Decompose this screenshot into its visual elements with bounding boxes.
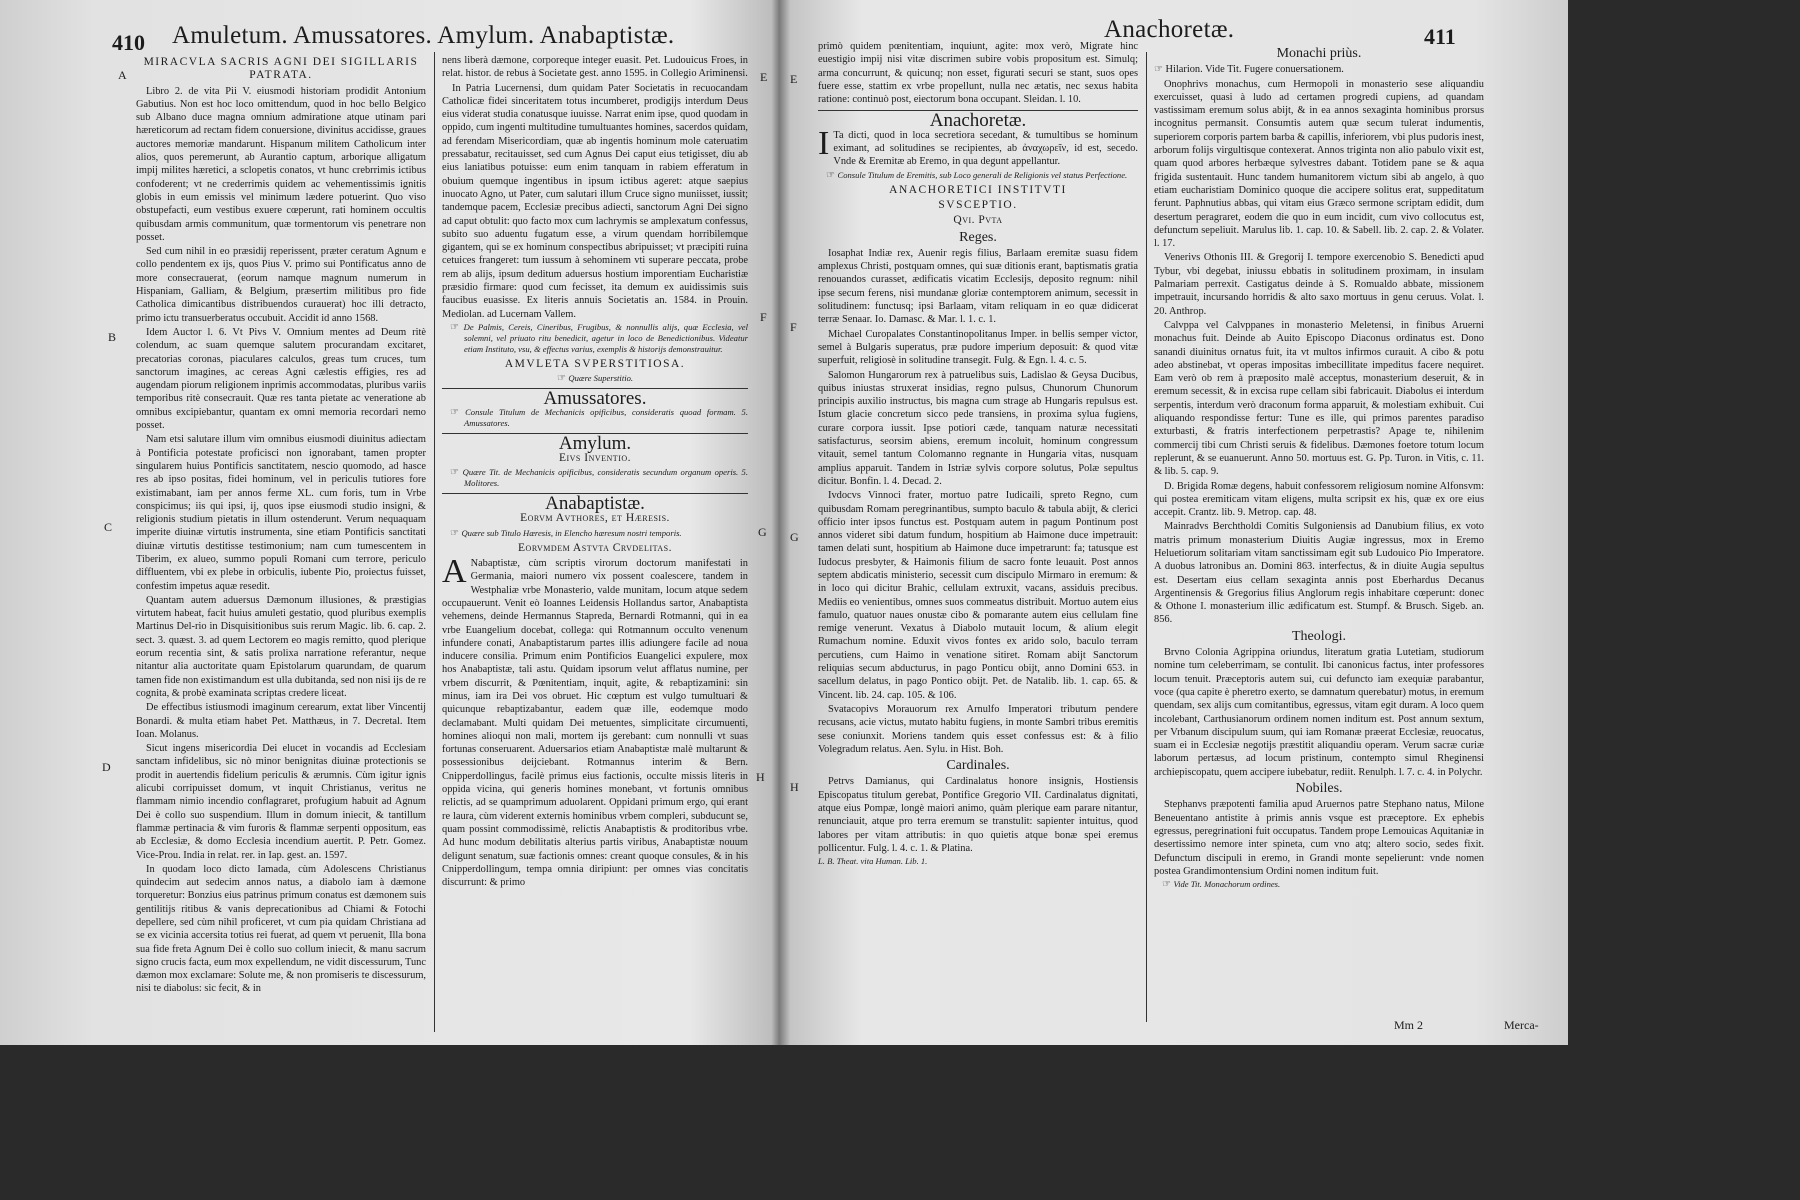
qui-puta-heading: Qvi. Pvta xyxy=(953,214,1003,227)
catchword: Merca- xyxy=(1504,1018,1539,1032)
margin-letter-a: A xyxy=(118,68,127,82)
amylum-heading: Amylum. xyxy=(558,432,632,454)
left-page-number: 410 xyxy=(112,30,145,55)
paragraph: In Patria Lucernensi, dum quidam Pater Societatis in recuocandam Catholicæ fidei sinceritatem totus incumberet, prodigijs interdum Deus eius viderat studia conatusque iuuisse. Narrat enim ipse, quod quodam in oppido, cum ingenti multitudine tumultuantes homines, sacerdos quidam, ad ferendam Misericordiam, quæ ab ingentis hominum mole cateruatim pressabatur, recitauisset, sed cum Agnus Dei caput eius tetigisset, diu ab eius laniatibus potuisse: eum enim tanquam in rabiem efferatum in obuium quemque ingentibus in ipsum ictibus ageret: atque saepius inuocato Agno, ut Pater, cum salutari illum Cruce signo muniisset, iussit; tandemque pacem, Ecclesiæ precibus adiecti, sanctorum Agni Dei signo ad caput obtulit: quo facto mox cum lachrymis se amplexatum confessus, subito suo aduentu fugatum esse, a virum quendam horribilemque gigantem, qui se ex hominum conspectibus abripuisset; vt præcipiti ruina cetuices frangeret: tum iussum à sehominem vti superare peccata, probe rem ab alijs, ipsum deditum aduersus hostium imporentiam Eucharistiæ præsidio firmare: quod cum fecisset, ita demum ex auidissimis suis faucibus euasisse. Ex literis annuis Societatis an. 1584. in Prouin. Mediolan. ad Lucernam Vallem. xyxy=(442,82,748,320)
margin-letter-g: G xyxy=(758,525,767,539)
amussatores-heading: Amussatores. xyxy=(543,388,647,410)
cardinales-heading: Cardinales. xyxy=(946,758,1010,774)
right-column-2 xyxy=(1154,44,1484,893)
margin-letter-f: F xyxy=(790,320,797,334)
pointing-hand-icon: ☞ xyxy=(1162,879,1174,891)
paragraph: Libro 2. de vita Pii V. eiusmodi historiam prodidit Antonium Gabutius. Non est hoc loco omittendum, quod in hoc bello Belgico sub Albano duce magna omnium admiratione atque utinam pari hæreticorum ad rectam fidem conuersione, divinitus accidisse, graues auctores memoriæ mandarunt. Hispanum militem Catholicum inter alios, quos peremerunt, ab Aurantio captum, arborique alligatum impij milites hæretici, a sclopetis conatos, vt hunc crebrrimis ictibus confoderent; vt ne crederrimis quidem ac vehementissimis ignitis globis in eum emissis vel minimum lædere potuerint. Quo viso obstupefacti, eum vestibus exuere cœperunt, rati hominem occultis quibusdam armis communitum, quæ tormentorum vis penetrare non posset. xyxy=(136,85,426,243)
drop-cap: I xyxy=(818,124,830,162)
cross-reference-note: ☞ Consule Titulum de Eremitis, sub Loco generali de Religionis vel status Perfectione. xyxy=(826,169,1128,181)
drop-cap: A xyxy=(442,553,467,591)
paragraph: Svatacopivs Morauorum rex Arnulfo Imperatori tributum pendere recusans, acie victus, mutato habitu fugiens, in monte Sambri tribus eremitis sese coniunxit. Moriens tandem quis esset confessus est: & à filio Volegradum relatus. Aen. Sylu. in Hist. Boh. xyxy=(818,703,1138,755)
paragraph: Mainradvs Berchtholdi Comitis Sulgoniensis ad Danubium filius, ex voto matris primum monasterium Diuitis Augiæ ingressus, mox in Eremo Heluetiorum solitariam vitam sanctissimam egit sub Ludouico Pio Imperatore. A duobus latronibus an. Domini 863. interfectus, & in diuite Augia sepultus est. Desertam eius cellam sexaginta annis post Eberhardus Decanus Argentinensis & Gregorius filius Anglorum regis inhabitare cœperunt: donec & Othone I. monasterium illic ædificatum est. Stumpf. & Brusch. Sigeb. an. 856. xyxy=(1154,521,1484,626)
paragraph: De effectibus istiusmodi imaginum cerearum, extat liber Vincentij Bonardi. & multa etiam habet Pet. Matthæus, in 7. Decretal. Item Ioan. Molanus. xyxy=(136,702,426,740)
left-page xyxy=(0,0,780,1045)
anabaptistae-subheading-2: Eorvmdem Astvta Crvdelitas. xyxy=(518,541,672,554)
cross-reference-note: ☞ Consule Titulum de Mechanicis opificibus, consideratis quoad formam. 5. Amussatores. xyxy=(450,406,748,428)
column-rule xyxy=(434,52,435,1032)
paragraph: Quantam autem aduersus Dæmonum illusiones, & præstigias virtutem habeat, facit huius amuleti gestatio, quod pluribus exemplis Martinus Del-rio in Disquisitionibus suis rerum Magic. lib. 6. cap. 2. sect. 3. quæst. 3. ad quem Lectorem eo magis remitto, quod plerique eorum recentia sint, & satis prolixa narratione referantur, neque nitantur alia auctoritate quam Epistolarum quarundam, de quarum tamen fide non existimandum est ulla dubitanda, sed non nisi ijs de re cognita, & probè examinata scriptas credere liceat. xyxy=(136,594,427,699)
pointing-hand-icon: ☞ xyxy=(450,467,463,479)
cross-reference-note: ☞ De Palmis, Cereis, Cineribus, Frugibus, & nonnullis alijs, quæ Ecclesia, vel solemni, vel priuato ritu benedicit, agetur in loco de Benedictionibus. Videatur etiam Instituto, vsu, & effectus varius, exemplis & historijs demonstrauitur. xyxy=(450,321,749,354)
paragraph: Sed cum nihil in eo præsidij reperissent, præter ceratum Agnum e collo pendentem ex ijs, quos Pius V. primo sui Pontificatus anno de more consecrauerat, (eorum namque magnum numerum in Hispaniam, Galliam, & Belgium, præsertim militibus pro fide Catholica dimicantibus distribuendos curauerat) hoc illi detracto, primo ictu transuerberatus occubuit. Accidit id anno 1568. xyxy=(136,246,426,324)
margin-letter-e: E xyxy=(760,70,768,84)
miracula-heading: MIRACVLA SACRIS AGNI DEI SIGILLARIS PATRATA. xyxy=(143,56,419,82)
paragraph: Sicut ingens misericordia Dei elucet in vocandis ad Ecclesiam sanctam infidelibus, sic nò minor benignitas diuinæ protectionis se prodit in auertendis fidelium periculis & ærumnis. Cùm igitur ignis alicubi corripuisset domum, vt inquit Christianus, veritus ne flammam nimio incendio conflagraret, profugium habuit ad Agnum Dei è collo suo suspendium. Illum in domum iniecit, & tantillum flammæ pertinacia & vim furoris & flammæ serpenti oppositum, eas ab Ecclesiæ, & domo Ecclesia incendium auertit. P. Petr. Gomez. Vice-Prou. India in relat. rer. in Iap. gest. an. 1597. xyxy=(136,743,426,861)
paragraph: D. Brigida Romæ degens, habuit confessorem religiosum nomine Alfonsvm: qui postea eremiticam vitam eligens, multa scripsit ex his, quæ ex ore eius accepit. Crantz. lib. 9. Metrop. cap. 48. xyxy=(1154,480,1484,519)
margin-letter-h: H xyxy=(790,780,799,794)
margin-letter-f: F xyxy=(760,310,767,324)
paragraph: nens liberà dæmone, corporeque integer euasit. Pet. Ludouicus Froes, in relat. histor. de rebus à Societate gest. anno 1595. in Collegio Ariminensi. xyxy=(442,55,748,80)
paragraph: In quodam loco dicto Iamada, cùm Adolescens Christianus quindecim aut sedecim annos natus, a diabolo iam à dæmone torqueretur: Bonzius eius patrinus primum conatus est dæmonem suis gentilitijs ritibus & vanis deprecationibus ad Chiami & Fotochi depellere, sed cùm nihil proficeret, vt cum pia quidam Christiana ad se ex vicinia accersita totius rei fuerat, ad quem vt peruenit, Illa bona sua fide freta Agnum Dei è collo suo collum iniecit, & manu sacrum signo crucis facta, eum mox expellendum, ne vidit discessurum, Tunc dæmon mox exclamare: Solute me, & non promiseris te discessurum, nisi te diabolus: sic fecit, & in xyxy=(136,863,426,995)
paragraph: Michael Curopalates Constantinopolitanus Imper. in bellis semper victor, semel à Bulgaris superatus, præ pudore imperium deposuit: & quod vitæ superfuit, religiosè in solitudine transegit. Fulg. & Egn. l. 4. c. 5. xyxy=(818,328,1138,367)
paragraph: primò quidem pœnitentiam, inquiunt, agite: mox verò, Migrate hinc euestigio impij nisi vitæ discrimen subire vobis propositum est. Simulq; arma concurrunt, & quicunq; non esset, figurati securi se stant, suos opes fuere esse, stattim ex vrbe propellunt, nulla nec ætatis, nec sexus habita ratione: continuò post, eiectorum bona occupant. Sleidan. l. 10. xyxy=(818,41,1138,106)
left-column-1 xyxy=(136,54,426,997)
right-column-1 xyxy=(818,40,1138,870)
paragraph: Idem Auctor l. 6. Vt Pivs V. Omnium mentes ad Deum ritè colendum, ac suam quemque salutem procurandam excitaret, precatorias coronas, piaculares calculos, greas tum cruces, tum sanctorum imagines, ac cereas Agni cælestis effigies, res ad augendam piorum religionem inprimis accommodatas, pluribus variis temporibus ritè consecrauit. Quæ res tanta pietate ac veneratione ab omnibus excipiebantur, quantam ex omni memoria recordari nemo posset. xyxy=(136,326,426,432)
footnote: L. B. Theat. vita Human. Lib. 1. xyxy=(818,856,928,867)
anachoretae-heading: Anachoretæ. xyxy=(929,110,1027,132)
left-running-head: Amuletum. Amussatores. Amylum. Anabaptistæ. xyxy=(172,22,675,49)
column-rule xyxy=(1146,52,1147,1022)
paragraph: ☞ Hilarion. Vide Tit. Fugere conuersationem. xyxy=(1154,64,1344,76)
paragraph: Ivdocvs Vinnoci frater, mortuo patre Iudicaili, spreto Regno, cum quibusdam Romam peregrinantibus, sumpto baculo & tabula abijt, & clerici officio inter ipsos functus est. Postquam autem in pagum Pontinum post annos videret sibi datum fundum, hospitium ab Haimone duce impetrauit: tamen delati sunt, hospitium ab Haimone duce impetrarunt: fa; tatusque est Iudocus presbyter, & Haimonis filium de sacro fonte leuauit. Post annos septem abdicatis ministerio, secessit cum discipulo Mirmaro in eremum: & in loco qui dicitur Brahic, cellulam extruxit, vacans, assiduis precibus. Mediis eo venientibus, omnes suos commeatus distribuit. Mortuo autem eius famulo, quatuor naues onustæ cibo & pomarante autem eius cellulam fine remige venerunt. Vexatus à Diabolo mutauit locum, & alium elegit Rumachum nomine. Eduxit vivos fontes ex arido solo, baculo terram percutiens, cum Haimo in venatione sitiret. Romam abijt Sanctorum reliquias secum abducturus, in pago Ponticu obijt, anno Domini 653. in sacellum delatus, in pago Pontico obijt. Pet. de Natalib. lib. 1. cap. 65. & Vincent. lib. 24. cap. 105. & 106. xyxy=(818,490,1138,701)
instituti-heading: ANACHORETICI INSTITVTI xyxy=(889,183,1067,196)
pointing-hand-icon: ☞ xyxy=(556,373,569,385)
paragraph: Venerivs Othonis III. & Gregorij I. tempore exercenobio S. Benedicti apud Tybur, vbi degebat, iniussu ebbatis in solitudinem proximam, in insulam Palmariam perrexit. Castigatus deinde à S. Romualdo abbate, missionem impetrauit, incursando horridis & alto saxo mortuus in genu ceruus. Volat. l. 20. Anthrop. xyxy=(1154,252,1484,317)
reges-heading: Reges. xyxy=(959,229,997,245)
margin-letter-h: H xyxy=(756,770,765,784)
pointing-hand-icon: ☞ xyxy=(450,527,462,539)
cross-reference-note: ☞ Vide Tit. Monachorum ordines. xyxy=(1162,879,1281,891)
anabaptistae-heading: Anabaptistæ. xyxy=(545,493,645,515)
margin-letter-d: D xyxy=(102,760,111,774)
monachi-heading: Monachi priùs. xyxy=(1276,46,1362,61)
nobiles-heading: Nobiles. xyxy=(1295,781,1343,797)
paragraph: A Nabaptistæ, cùm scriptis virorum doctorum manifestati in Germania, maiori numero vix possent coalescere, tandem in Westphaliæ vrbe Monasterio, valde munitam, locum atque sedem occupauerunt. Venit eò Ioannes Leidensis Hollandus sartor, Anabaptista vehemens, deinde Hermannus Stapreda, Bernardi Rotmanni, qui in ea vrbe Euangelium docebat, collega: qui Rotmannum occulto venenum infundere conati, Anabaptistarum partes illis adiungere facile ad noua inducere consilia. Primum enim Pontificios Euangelici expulere, mox hos Anabaptistæ, tali astu. Quidam ipsorum velut afflatus numine, per vrbem discurrit, & Pœnitentiam, inquit, agite, & rebaptizamini: sin minus, iam ira Dei vos obruet. Hic cœptum est vulgo tumultuari & quicunque rebaptizabantur, eadem quæ ille, eodemque modo declamabant. Multi quidam Dei metuentes, simplicitate circumuenti, homines alioqui non mali, mortem ijs gerebant: cum nonnulli vt suas fortunas conseruarent. Aduersarios etiam Anabaptistæ malè multarunt & possessionibus deijciebant. Rotmannus interim & Bern. Cnipperdollingus, facilè primus eius factionis, occulte missis literis in oppida vicina, qui generis homines monebant, vt fortunis omnibus relictis, ad se quamprimum aduolarent. Oppidani primum ergo, qui erant re laura, cùm viderent externis hominibus vrbem compleri, subducunt se, quam possint commodissimè, relictis Anabaptistis & proditoribus vrbe. Ad hunc modum debilitatis alterius partis viribus, Anabaptistæ nouum deligunt senatum, suæ factionis omnes: creant quoque consules, & in his Cnipperdollingum, tempa omnia diripiunt: per omnes vias concitatis discurrunt: & primo xyxy=(442,553,748,889)
margin-letter-c: C xyxy=(104,520,113,534)
susceptio-heading: SVSCEPTIO. xyxy=(938,198,1018,211)
cross-reference-note: ☞ Quære Tit. de Mechanicis opificibus, consideratis secundum organum operis. 5. Molitores. xyxy=(450,467,748,489)
margin-letter-g: G xyxy=(790,530,799,544)
cross-reference-note: ☞ Quære Superstitio. xyxy=(556,373,634,385)
paragraph: Salomon Hungarorum rex à patruelibus suis, Ladislao & Geysa Ducibus, quibus iniustas struxerat insidias, regno pulsus, Chunorum Chunorum principis auxilio instructus, bis magna cum strage ab Hungaris repulsus est. Istum glacie concretum sicco pede transiens, in proxima sylua fugiens, curare corpora iussit. Ipse potiori cæde, tanquam naturæ necessitati satisfacturus, seorsim abiens, eremum incoluit, hominum congressum vitauit, semel tantum Colomanno regnante in Hungaria vitas, nusquam amplius apparuit. Tandem in Istriæ sylvis corpore solutus, Polæ sepultus dicitur. Bonfin. l. 4. Decad. 2. xyxy=(818,369,1138,487)
paragraph: Nam etsi salutare illum vim omnibus eiusmodi diuinitus adiectam à Pontificia potestate proficisci non ignorabant, tamen propter singularem huius Pontificis sanctitatem, nescio quomodo, ad hasce res ab ipso positas, fidei hominum, vel in periculis tutiores fore existimabant, iam per annos ferme XL. cum foris, tum in Vrbe conspicimus; iis qui ipsi, ij, quos ipse eiusmodi studio insigni, & religionis studium pietatis in illum ostenderunt. Verum nequaquam imperite diuinæ virtutis instrumenta, sine etiam Pontificis sanctitati diuinæ virtutis destitisse testimonium; nam cum tumescentem in Tiberim, ex alueo, summo populi Romani cum terrore, periculo diffluentem, vbi ex plebe in orbiculis, iubente Pio, proiectus fuisset, confestim impetus aquæ resedit. xyxy=(136,434,426,592)
right-running-head: Anachoretæ. xyxy=(1104,16,1235,43)
anabaptistae-subheading: Eorvm Avthores, et Hæresis. xyxy=(520,512,670,525)
pointing-hand-icon: ☞ xyxy=(450,321,464,333)
theologi-heading: Theologi. xyxy=(1291,628,1347,644)
amuleta-heading: AMVLETA SVPERSTITIOSA. xyxy=(504,357,686,370)
right-page xyxy=(782,0,1568,1045)
pointing-hand-icon: ☞ xyxy=(450,406,466,418)
paragraph: I Ta dicti, quod in loca secretiora secedant, & tumultibus se hominum eximant, ad solitudines se recipientes, ab ἀναχωρεῖν, id est, secedo. Vnde & Eremitæ ab Eremo, in qua degunt appellantur. xyxy=(818,124,1138,168)
paragraph: Petrvs Damianus, qui Cardinalatus honore insignis, Hostiensis Episcopatus titulum gerebat, Pontifice Gregorio VII. Cardinalatus dignitati, atque eius Pompæ, longè maiori animo, quàm plerique eam parare nitantur, renunciauit, atque pro terra eremum se transtulit: sapienter intuitus, quod labores per vitam attributis: in quo quietis atque bonæ spei eremus pollicentur. Fulg. l. 4. c. 1. & Platina. xyxy=(818,776,1138,854)
paragraph: Iosaphat Indiæ rex, Auenir regis filius, Barlaam eremitæ suasu fidem amplexus Christi, postquam omnes, qui suæ ditionis erant, baptismatis gratia renouandos curasset, ædificatis vicatim Ecclesijs, deposito regnum: nihil ipse secum ferens, nisi mundanæ gloriæ contemptorem animum, secessit in solitudinem: functusq; ipsi Barlaam, vitam reliquam in eo quæ didicerat terræ Senaar. Io. Damasc. & Mar. l. 1. c. 1. xyxy=(818,247,1138,326)
paragraph: Brvno Colonia Agrippina oriundus, literatum gratia Lutetiam, studiorum nomine tum celeberrimam, se contulit. Ibi canonicus factus, inter professores locum tenuit. Præceptoris autem sui, cui defuncto iam exequiæ parabantur, voce (qua capite è pheretro exerto, se damnatum querebatur) motus, in eremum quendam, sex alijs cum comitantibus, egressus, vitam egit duram. A loco quem incolebant, Carthusianorum ordinem nomen inditum est. Post annum sextum, per Vrbanum discipulum suum, qui iam Romanæ præerat Ecclesiæ, reuocatus, suam ei in Ecclesiæ negotijs præstitit aliquandiu operam. Verum sacræ curiæ laborum pertæsus, ad locum pristinum, contempto simul Rheginensi archiepiscopatu, quem accipere iubebatur, rediit. Renulph. l. 7. c. 4. in Polychr. xyxy=(1154,647,1484,778)
margin-letter-b: B xyxy=(108,330,117,344)
right-page-number: 411 xyxy=(1424,24,1456,49)
paragraph: Onophrivs monachus, cum Hermopoli in monasterio sese aliquandiu exercuisset, quasi à ludo ad certamen progredi cupiens, ad quandam vastissimam eremum solus abijt, & in ea annos sexaginta hominibus prorsus incognitus permansit. Consumtis autem quæ secum tulerat indumentis, superiorem corporis partem barba & capillis, inferiorem, vbi plus pudoris inest, arborum folijs virgultisque contexerat. Annos triginta non alio pabulo vixit est, quam quod arbores herbæque sylvestres dabant. Totidem pane se & aqua frigida sustentauit. Hunc tandem humanitorem victum sibi ab angelo, à quo etiam eucharistiam Dominico quoque die accipere solitus erat, suppeditatum ferunt. Paphnutius abbas, qui vitam eius Græco sermone scriptam edidit, dum desertum peragraret, eodem die quo in eum incidit, cum vivo collocutus est, defunctum sepeliuit. Marulus lib. 1. cap. 10. & Sabell. lib. 2. cap. 2. & Volater. l. 17. xyxy=(1154,78,1484,250)
paragraph: Stephanvs præpotenti familia apud Aruernos patre Stephano natus, Milone Beneuentano antistite à primis annis vsque est præceptore. Ex ephebis egressus, peregrinationi fuit occupatus. Tandem prope Lemouicas Aquitaniæ in desertissimo nemore inter spineta, cum vno atq; altero socio, sedes fixit. Defunctum discipuli in eremo, in Grandi monte sepelierunt: vnde nomen postea Grandimontensium Ordini nomen inditum fuit. xyxy=(1154,799,1484,877)
pointing-hand-icon: ☞ xyxy=(826,169,838,181)
amylum-subheading: Eivs Inventio. xyxy=(558,451,632,464)
pointing-hand-icon: ☞ xyxy=(1154,64,1166,76)
cross-reference-note: ☞ Quære sub Titulo Hæresis, in Elencho hæresum nostri temporis. xyxy=(450,527,682,539)
margin-letter-e: E xyxy=(790,72,798,86)
signature-mark: Mm 2 xyxy=(1394,1018,1424,1032)
left-column-2 xyxy=(442,54,748,890)
paragraph: Calvppa vel Calvppanes in monasterio Meletensi, in finibus Aruerni monachus fuit. Deinde ab Auito Episcopo Diaconus ordinatus est. Dono sanandi diuinitus ornatus fuit, ita vt multos infirmos curauit. A cibo & potu adeo abstinebat, vt operas impositas imbecillitate impeditus facere nequiret. Eam verò ob rem à præposito malè acceptus, monasterium deseruit, & in eremum secessit, & in excisa rupe cellam sibi fabricauit. Diabolus ei interdum serpentis, interdum verò draconum forma apparuit, & molestiam exhibuit. Cui aliquando respondisse fertur: Tune es ille, qui primos parentes paradiso exturbasti, & fratris interfectionem perpetrastis? Apage te, nihilenim commercij tibi cum Christi seruis & fidelibus. Dæmones foetore totum locum replerunt, & se euanuerunt. Anno 50. mortuus est. G. Pp. Turon. in Vitis, c. 11. & lib. 5. cap. 9. xyxy=(1154,319,1484,478)
